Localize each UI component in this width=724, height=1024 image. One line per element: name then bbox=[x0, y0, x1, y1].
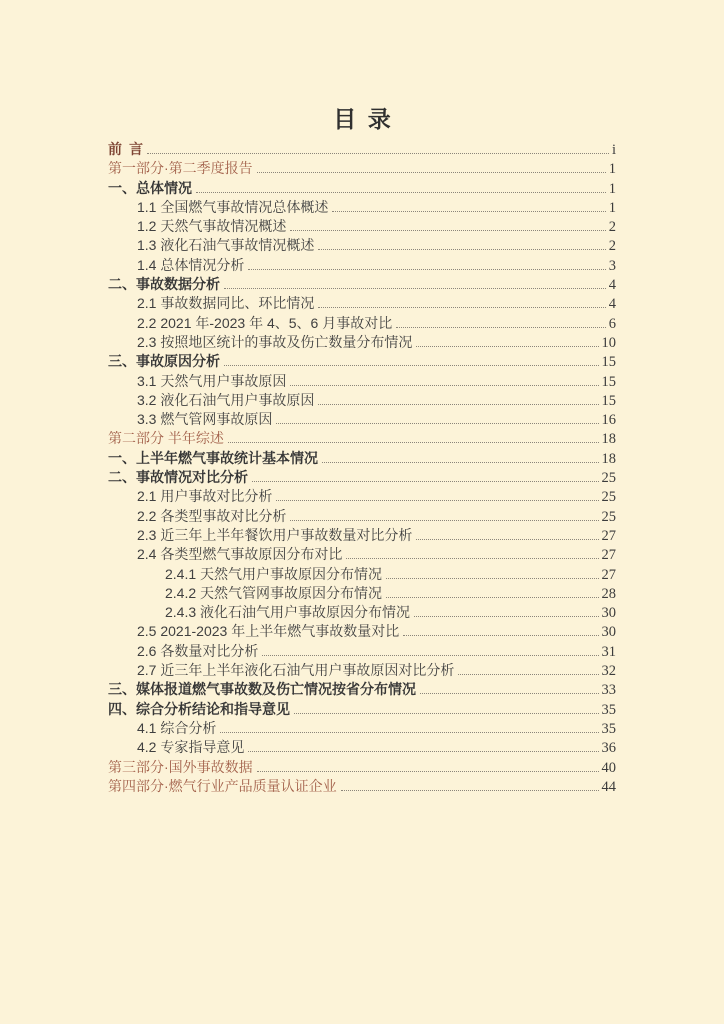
toc-entry-page-number: 15 bbox=[601, 373, 616, 390]
toc-entry bbox=[108, 642, 616, 661]
toc-entry-page-number: 18 bbox=[601, 450, 616, 467]
toc-entry bbox=[108, 256, 616, 275]
toc-entry-page-number: 1 bbox=[608, 161, 616, 178]
toc-entry-label: 2.4.1 天然气用户事故原因分布情况 bbox=[165, 565, 383, 582]
toc-entry-label: 三、媒体报道燃气事故数及伤亡情况按省分布情况 bbox=[108, 681, 416, 698]
toc-entry bbox=[108, 468, 616, 487]
toc-entry bbox=[108, 526, 616, 545]
toc-entry-label: 2.3 近三年上半年餐饮用户事故数量对比分析 bbox=[137, 526, 413, 543]
toc-entry-page-number: 30 bbox=[601, 605, 616, 622]
toc-entry-page-number: 25 bbox=[601, 508, 616, 525]
dot-leader bbox=[386, 593, 598, 598]
toc-entry-label: 4.1 综合分析 bbox=[137, 719, 217, 736]
toc-entry bbox=[108, 159, 616, 178]
toc-entry bbox=[108, 719, 616, 738]
toc-entry bbox=[108, 140, 616, 159]
dot-leader bbox=[420, 689, 599, 694]
toc-entry-page-number: 3 bbox=[608, 257, 616, 274]
toc-entry bbox=[108, 294, 616, 313]
toc-entry bbox=[108, 700, 616, 719]
toc-entry-page-number: 16 bbox=[601, 412, 616, 429]
toc-entry-label: 3.3 燃气管网事故原因 bbox=[137, 411, 273, 428]
toc-entry bbox=[108, 661, 616, 680]
toc-entry-label: 1.2 天然气事故情况概述 bbox=[137, 218, 287, 235]
toc-entry-page-number: 36 bbox=[601, 740, 616, 757]
toc-entry bbox=[108, 565, 616, 584]
toc-entry-label: 二、事故情况对比分析 bbox=[108, 469, 248, 486]
toc-entry-label: 一、上半年燃气事故统计基本情况 bbox=[108, 449, 318, 466]
toc-entry-label: 第三部分·国外事故数据 bbox=[108, 758, 253, 775]
dot-leader bbox=[386, 574, 598, 579]
toc-entry-label: 2.4.3 液化石油气用户事故原因分布情况 bbox=[165, 604, 411, 621]
toc-entry-page-number: 40 bbox=[601, 759, 616, 776]
dot-leader bbox=[276, 419, 598, 424]
dot-leader bbox=[458, 670, 598, 675]
toc-entry-page-number: 33 bbox=[601, 682, 616, 699]
toc-entry-page-number: 4 bbox=[608, 277, 616, 294]
toc-entry-label: 2.7 近三年上半年液化石油气用户事故原因对比分析 bbox=[137, 662, 455, 679]
dot-leader bbox=[416, 342, 598, 347]
dot-leader bbox=[318, 303, 605, 308]
toc-entry bbox=[108, 777, 616, 796]
toc-entry bbox=[108, 333, 616, 352]
toc-entry-page-number: 15 bbox=[601, 392, 616, 409]
toc-entry-page-number: 4 bbox=[608, 296, 616, 313]
toc-entry-label: 3.2 液化石油气用户事故原因 bbox=[137, 391, 315, 408]
toc-entry bbox=[108, 738, 616, 757]
dot-leader bbox=[290, 516, 598, 521]
toc-entry-label: 2.4.2 天然气管网事故原因分布情况 bbox=[165, 584, 383, 601]
toc-entry bbox=[108, 179, 616, 198]
toc-entry-label: 二、事故数据分析 bbox=[108, 276, 220, 293]
toc-entry-label: 1.3 液化石油气事故情况概述 bbox=[137, 237, 315, 254]
toc-entry-label: 1.1 全国燃气事故情况总体概述 bbox=[137, 198, 329, 215]
toc-entry-page-number: 27 bbox=[601, 566, 616, 583]
toc-entry-label: 2.1 用户事故对比分析 bbox=[137, 488, 273, 505]
dot-leader bbox=[332, 207, 605, 212]
dot-leader bbox=[276, 496, 598, 501]
toc-entry-page-number: 2 bbox=[608, 238, 616, 255]
toc-entry bbox=[108, 410, 616, 429]
page-title: 目 录 bbox=[333, 106, 391, 132]
toc-entry-label: 3.1 天然气用户事故原因 bbox=[137, 372, 287, 389]
toc-entry bbox=[108, 217, 616, 236]
toc-entry-label: 2.2 2021 年-2023 年 4、5、6 月事故对比 bbox=[137, 314, 393, 331]
dot-leader bbox=[257, 767, 599, 772]
toc-entry-page-number: 35 bbox=[601, 720, 616, 737]
toc-entry bbox=[108, 487, 616, 506]
toc-entry-page-number: 1 bbox=[608, 199, 616, 216]
toc-entry-page-number: 10 bbox=[601, 334, 616, 351]
toc-entry-page-number: 30 bbox=[601, 624, 616, 641]
toc-entry-page-number: 31 bbox=[601, 643, 616, 660]
toc-entry-label: 2.1 事故数据同比、环比情况 bbox=[137, 295, 315, 312]
dot-leader bbox=[294, 709, 599, 714]
toc-entry bbox=[108, 275, 616, 294]
dot-leader bbox=[290, 226, 605, 231]
toc-entry-page-number: 25 bbox=[601, 489, 616, 506]
toc-entry-page-number: 15 bbox=[601, 354, 616, 371]
toc-entry-page-number: 35 bbox=[601, 701, 616, 718]
toc-entry bbox=[108, 198, 616, 217]
toc-entry-label: 前 言 bbox=[108, 141, 143, 157]
dot-leader bbox=[224, 284, 606, 289]
dot-leader bbox=[196, 188, 606, 193]
dot-leader bbox=[416, 535, 598, 540]
toc-entry-label: 一、总体情况 bbox=[108, 179, 192, 196]
toc-entry-label: 三、事故原因分析 bbox=[108, 353, 220, 370]
toc-entry-label: 2.5 2021-2023 年上半年燃气事故数量对比 bbox=[137, 623, 400, 640]
toc-entry-page-number: 1 bbox=[608, 180, 616, 197]
dot-leader bbox=[318, 400, 598, 405]
dot-leader bbox=[248, 747, 598, 752]
toc-entry-page-number: 25 bbox=[601, 470, 616, 487]
dot-leader bbox=[220, 728, 598, 733]
dot-leader bbox=[257, 168, 606, 173]
toc-entry bbox=[108, 391, 616, 410]
toc-entry bbox=[108, 680, 616, 699]
toc-entry bbox=[108, 429, 616, 448]
table-of-contents bbox=[108, 140, 616, 796]
dot-leader bbox=[346, 554, 598, 559]
toc-entry bbox=[108, 372, 616, 391]
dot-leader bbox=[396, 323, 606, 328]
toc-entry-page-number: i bbox=[611, 142, 616, 158]
dot-leader bbox=[228, 438, 599, 443]
toc-entry-page-number: 32 bbox=[601, 663, 616, 680]
toc-entry-label: 第一部分·第二季度报告 bbox=[108, 160, 253, 177]
toc-entry-label: 4.2 专家指导意见 bbox=[137, 739, 245, 756]
toc-entry bbox=[108, 603, 616, 622]
dot-leader bbox=[403, 631, 598, 636]
dot-leader bbox=[318, 245, 605, 250]
toc-entry bbox=[108, 758, 616, 777]
toc-entry-label: 2.4 各类型燃气事故原因分布对比 bbox=[137, 546, 343, 563]
toc-entry bbox=[108, 314, 616, 333]
dot-leader bbox=[341, 786, 599, 791]
toc-entry-label: 第四部分·燃气行业产品质量认证企业 bbox=[108, 777, 337, 794]
toc-entry-page-number: 2 bbox=[608, 219, 616, 236]
dot-leader bbox=[147, 149, 609, 154]
dot-leader bbox=[252, 477, 599, 482]
toc-entry-page-number: 28 bbox=[601, 585, 616, 602]
toc-entry-label: 四、综合分析结论和指导意见 bbox=[108, 700, 290, 717]
toc-entry bbox=[108, 584, 616, 603]
toc-entry-label: 2.2 各类型事故对比分析 bbox=[137, 507, 287, 524]
dot-leader bbox=[414, 612, 598, 617]
toc-entry-page-number: 27 bbox=[601, 547, 616, 564]
dot-leader bbox=[262, 651, 598, 656]
dot-leader bbox=[248, 265, 605, 270]
toc-entry-label: 2.6 各数量对比分析 bbox=[137, 642, 259, 659]
toc-entry bbox=[108, 507, 616, 526]
toc-entry bbox=[108, 622, 616, 641]
toc-entry-label: 1.4 总体情况分析 bbox=[137, 256, 245, 273]
toc-entry-page-number: 27 bbox=[601, 527, 616, 544]
toc-entry-page-number: 6 bbox=[608, 315, 616, 332]
dot-leader bbox=[322, 458, 599, 463]
toc-entry-page-number: 18 bbox=[601, 431, 616, 448]
toc-entry-label: 第二部分 半年综述 bbox=[108, 430, 224, 447]
dot-leader bbox=[224, 361, 599, 366]
toc-entry-label: 2.3 按照地区统计的事故及伤亡数量分布情况 bbox=[137, 333, 413, 350]
dot-leader bbox=[290, 381, 598, 386]
toc-entry bbox=[108, 545, 616, 564]
toc-entry bbox=[108, 236, 616, 255]
toc-entry-page-number: 44 bbox=[601, 778, 616, 795]
toc-entry bbox=[108, 449, 616, 468]
toc-entry bbox=[108, 352, 616, 371]
